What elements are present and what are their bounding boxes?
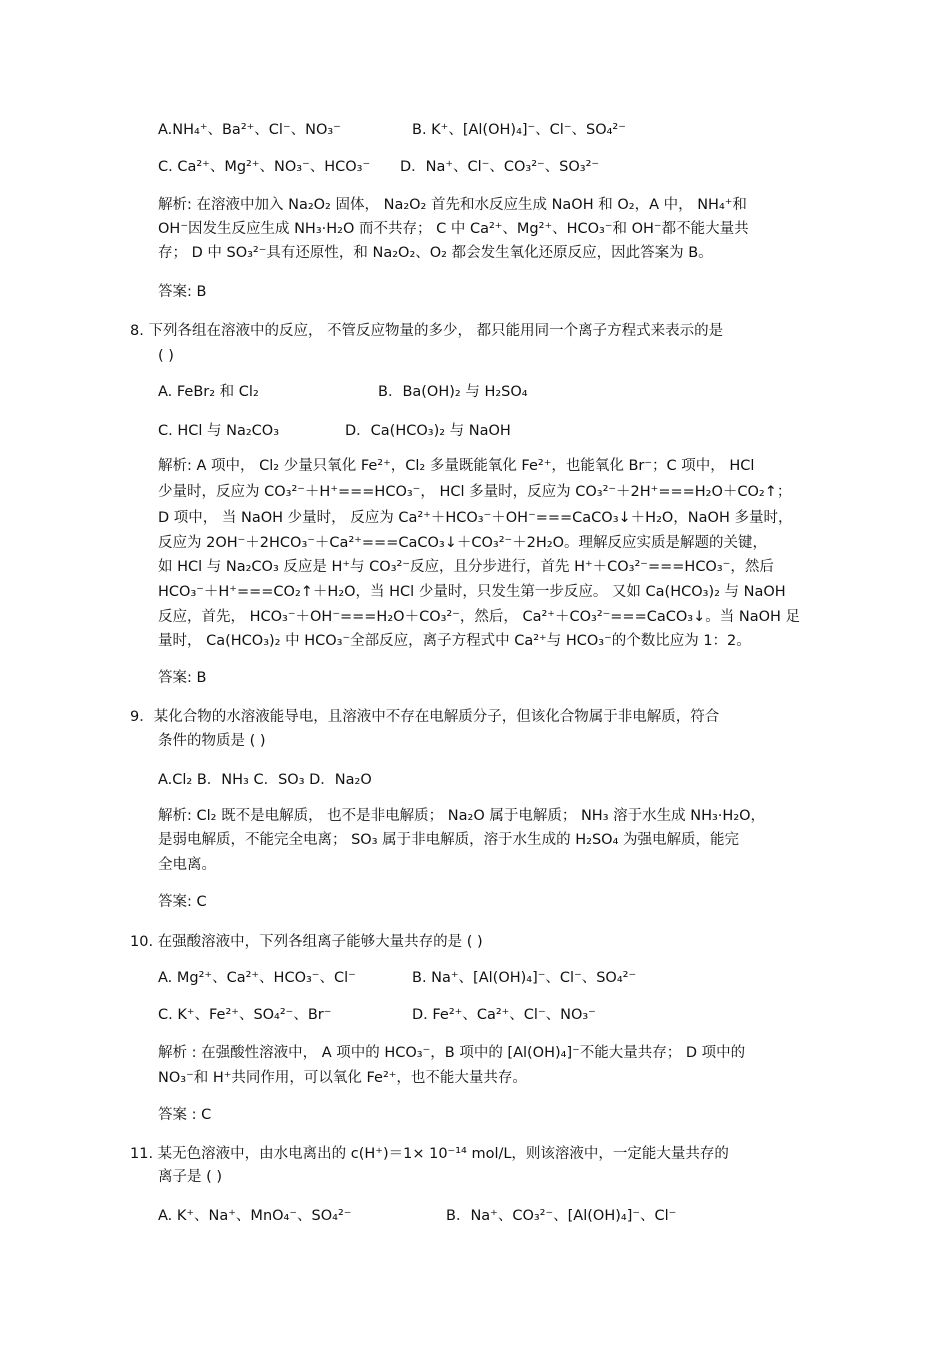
- q10-option-d: D. Fe²⁺、Ca²⁺、Cl⁻、NO₃⁻: [412, 1007, 596, 1023]
- q9-stem-cont: 条件的物质是 ( ): [158, 733, 266, 749]
- q8-analysis-line: 少量时，反应为 CO₃²⁻＋H⁺===HCO₃⁻， HCl 多量时，反应为 CO₃²⁻＋2H⁺===H₂O＋CO₂↑；: [158, 484, 792, 500]
- q9-answer: 答案: C: [158, 894, 207, 910]
- q8-analysis-line: 解析: A 项中， Cl₂ 少量只氧化 Fe²⁺，Cl₂ 多量既能氧化 Fe²⁺，也能氧化 Br⁻；C 项中， HCl: [158, 458, 755, 474]
- q10-analysis-line: NO₃⁻和 H⁺共同作用，可以氧化 Fe²⁺，也不能大量共存。: [158, 1070, 527, 1086]
- q8-stem: 8. 下列各组在溶液中的反应， 不管反应物量的多少， 都只能用同一个离子方程式来表示的是: [130, 323, 724, 339]
- q7-analysis-line: 存； D 中 SO₃²⁻具有还原性，和 Na₂O₂、O₂ 都会发生氧化还原反应，因此答案为 B。: [158, 245, 713, 261]
- q10-option-c: C. K⁺、Fe²⁺、SO₄²⁻、Br⁻: [158, 1007, 332, 1023]
- q8-analysis-line: HCO₃⁻＋H⁺===CO₂↑＋H₂O，当 HCl 少量时，只发生第一步反应。 又如 Ca(HCO₃)₂ 与 NaOH: [158, 584, 786, 600]
- q10-option-a: A. Mg²⁺、Ca²⁺、HCO₃⁻、Cl⁻: [158, 970, 356, 986]
- q9-options: A.Cl₂ B．NH₃ C．SO₃ D．Na₂O: [158, 772, 372, 788]
- q8-analysis-line: 反应，首先， HCO₃⁻＋OH⁻===H₂O＋CO₃²⁻，然后， Ca²⁺＋CO₃²⁻===CaCO₃↓。当 NaOH 足: [158, 609, 801, 625]
- q7-option-c: C. Ca²⁺、Mg²⁺、NO₃⁻、HCO₃⁻: [158, 159, 371, 175]
- q10-option-b: B. Na⁺、[Al(OH)₄]⁻、Cl⁻、SO₄²⁻: [412, 970, 637, 986]
- q8-analysis-line: 如 HCl 与 Na₂CO₃ 反应是 H⁺与 CO₃²⁻反应，且分步进行，首先 H⁺＋CO₃²⁻===HCO₃⁻，然后: [158, 559, 774, 575]
- q11-stem-cont: 离子是 ( ): [158, 1169, 223, 1185]
- q10-analysis-line: 解析 : 在强酸性溶液中， A 项中的 HCO₃⁻，B 项中的 [Al(OH)₄]⁻不能大量共存； D 项中的: [158, 1045, 746, 1061]
- q8-option-b: B．Ba(OH)₂ 与 H₂SO₄: [378, 384, 528, 400]
- q7-option-d: D．Na⁺、Cl⁻、CO₃²⁻、SO₃²⁻: [400, 159, 600, 175]
- q7-answer: 答案: B: [158, 284, 207, 300]
- q11-option-b: B．Na⁺、CO₃²⁻、[Al(OH)₄]⁻、Cl⁻: [446, 1208, 677, 1224]
- q11-stem: 11. 某无色溶液中，由水电离出的 c(H⁺)＝1× 10⁻¹⁴ mol/L，则该溶液中，一定能大量共存的: [130, 1146, 729, 1162]
- q8-answer-paren: ( ): [158, 348, 174, 364]
- q10-answer: 答案 : C: [158, 1107, 212, 1123]
- q8-answer: 答案: B: [158, 670, 207, 686]
- q9-stem: 9．某化合物的水溶液能导电，且溶液中不存在电解质分子，但该化合物属于非电解质，符合: [130, 709, 720, 725]
- q8-option-c: C. HCl 与 Na₂CO₃: [158, 423, 280, 439]
- q8-analysis-line: 量时， Ca(HCO₃)₂ 中 HCO₃⁻全部反应，离子方程式中 Ca²⁺与 HCO₃⁻的个数比应为 1：2。: [158, 633, 751, 649]
- q8-analysis-line: D 项中， 当 NaOH 少量时， 反应为 Ca²⁺＋HCO₃⁻＋OH⁻===CaCO₃↓＋H₂O，NaOH 多量时，: [158, 510, 793, 526]
- q7-option-a: A.NH₄⁺、Ba²⁺、Cl⁻、NO₃⁻: [158, 122, 341, 138]
- q7-option-b: B. K⁺、[Al(OH)₄]⁻、Cl⁻、SO₄²⁻: [412, 122, 626, 138]
- q9-analysis-line: 解析: Cl₂ 既不是电解质， 也不是非电解质； Na₂O 属于电解质； NH₃ 溶于水生成 NH₃·H₂O，: [158, 808, 766, 824]
- q8-analysis-line: 反应为 2OH⁻＋2HCO₃⁻＋Ca²⁺===CaCO₃↓＋CO₃²⁻＋2H₂O。理解反应实质是解题的关键，: [158, 535, 768, 551]
- q7-analysis-line: 解析: 在溶液中加入 Na₂O₂ 固体， Na₂O₂ 首先和水反应生成 NaOH 和 O₂，A 中， NH₄⁺和: [158, 197, 747, 213]
- q9-analysis-line: 是弱电解质，不能完全电离； SO₃ 属于非电解质，溶于水生成的 H₂SO₄ 为强电解质，能完: [158, 832, 740, 848]
- q10-stem: 10. 在强酸溶液中，下列各组离子能够大量共存的是 ( ): [130, 934, 483, 950]
- q7-analysis-line: OH⁻因发生反应生成 NH₃·H₂O 而不共存； C 中 Ca²⁺、Mg²⁺、HCO₃⁻和 OH⁻都不能大量共: [158, 221, 749, 237]
- q8-option-a: A. FeBr₂ 和 Cl₂: [158, 384, 259, 400]
- q8-option-d: D．Ca(HCO₃)₂ 与 NaOH: [345, 423, 511, 439]
- q9-analysis-line: 全电离。: [158, 857, 216, 873]
- q11-option-a: A. K⁺、Na⁺、MnO₄⁻、SO₄²⁻: [158, 1208, 352, 1224]
